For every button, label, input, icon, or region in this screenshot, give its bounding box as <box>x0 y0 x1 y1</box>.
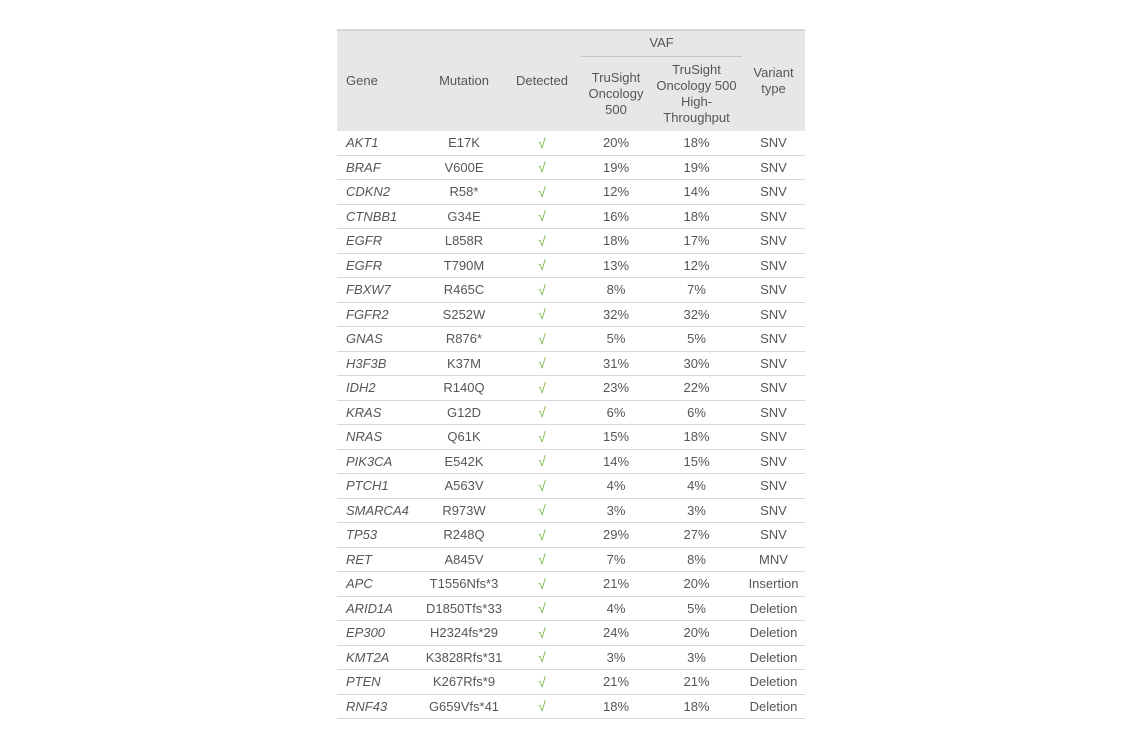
gene-name: TP53 <box>346 527 378 543</box>
gene-name: AKT1 <box>346 135 379 151</box>
detected-check-icon: √ <box>538 404 546 421</box>
variant-type-value: SNV <box>760 429 787 445</box>
vaf-tso500-high-throughput-value: 18% <box>683 698 710 714</box>
vaf-tso500-high-throughput-value: 21% <box>683 674 710 690</box>
mutation-value: R248Q <box>443 527 485 543</box>
table-row <box>337 450 805 475</box>
mutation-value: S252W <box>442 306 486 322</box>
vaf-tso500-high-throughput-value: 3% <box>687 502 706 518</box>
gene-name: RNF43 <box>346 698 388 714</box>
vaf-tso500-value: 5% <box>606 331 626 347</box>
mutation-vaf-table <box>337 29 805 719</box>
variant-type-value: SNV <box>760 159 787 175</box>
vaf-tso500-high-throughput-value: 20% <box>683 625 710 641</box>
table-row <box>337 156 805 181</box>
detected-check-icon: √ <box>538 698 546 715</box>
detected-check-icon: √ <box>538 502 546 519</box>
mutation-value: D1850Tfs*33 <box>426 600 502 616</box>
table-row <box>337 646 805 671</box>
table-row <box>337 695 805 720</box>
vaf-tso500-value: 3% <box>606 649 626 665</box>
column-header-variant-type: Variant type <box>753 64 794 96</box>
variant-type-value: SNV <box>760 527 787 543</box>
vaf-tso500-value: 21% <box>602 576 630 592</box>
detected-check-icon: √ <box>538 673 546 690</box>
variant-type-value: SNV <box>760 453 787 469</box>
variant-type-value: SNV <box>760 208 787 224</box>
table-header <box>337 29 805 131</box>
mutation-value: K3828Rfs*31 <box>425 649 503 665</box>
vaf-tso500-high-throughput-value: 18% <box>683 135 710 151</box>
vaf-tso500-high-throughput-value: 8% <box>687 551 706 567</box>
variant-type-value: SNV <box>760 282 787 298</box>
gene-name: ARID1A <box>346 600 393 616</box>
variant-type-value: Deletion <box>749 649 798 665</box>
mutation-value: G12D <box>447 404 481 420</box>
variant-type-value: SNV <box>760 502 787 518</box>
vaf-tso500-high-throughput-value: 22% <box>683 380 710 396</box>
mutation-value: R140Q <box>443 380 485 396</box>
table-row <box>337 254 805 279</box>
gene-name: PIK3CA <box>346 453 393 469</box>
vaf-tso500-high-throughput-value: 32% <box>683 306 710 322</box>
mutation-value: A563V <box>444 478 484 494</box>
vaf-tso500-value: 16% <box>602 208 630 224</box>
variant-type-value: Insertion <box>748 576 799 592</box>
vaf-tso500-value: 3% <box>606 502 626 518</box>
vaf-tso500-high-throughput-value: 15% <box>683 453 710 469</box>
mutation-value: V600E <box>444 159 484 175</box>
mutation-value: K267Rfs*9 <box>432 674 496 690</box>
variant-type-value: SNV <box>760 355 787 371</box>
gene-name: IDH2 <box>346 380 376 396</box>
vaf-tso500-value: 4% <box>606 600 626 616</box>
table-row <box>337 303 805 328</box>
mutation-value: T1556Nfs*3 <box>429 576 499 592</box>
variant-type-value: Deletion <box>749 625 798 641</box>
gene-name: EP300 <box>346 625 386 641</box>
table-row <box>337 621 805 646</box>
vaf-tso500-value: 29% <box>602 527 630 543</box>
vaf-tso500-high-throughput-value: 7% <box>687 282 706 298</box>
table-row <box>337 131 805 156</box>
detected-check-icon: √ <box>538 159 546 176</box>
column-header-detected: Detected <box>515 72 569 88</box>
table-row <box>337 376 805 401</box>
vaf-tso500-high-throughput-value: 5% <box>687 600 706 616</box>
vaf-tso500-value: 7% <box>606 551 626 567</box>
detected-check-icon: √ <box>538 183 546 200</box>
column-header-trusight-oncology-500-high-throughput: TruSight Oncology 500 High-Throughput <box>656 61 737 126</box>
gene-name: NRAS <box>346 429 383 445</box>
gene-name: GNAS <box>346 331 383 347</box>
table-row <box>337 278 805 303</box>
variant-type-value: SNV <box>760 306 787 322</box>
vaf-tso500-high-throughput-value: 3% <box>687 649 706 665</box>
detected-check-icon: √ <box>538 257 546 274</box>
detected-check-icon: √ <box>538 134 546 151</box>
mutation-value: E542K <box>444 453 484 469</box>
vaf-tso500-high-throughput-value: 30% <box>683 355 710 371</box>
gene-name: EGFR <box>346 233 383 249</box>
detected-check-icon: √ <box>538 355 546 372</box>
table-row <box>337 352 805 377</box>
vaf-tso500-value: 31% <box>602 355 630 371</box>
column-header-trusight-oncology-500: TruSight Oncology 500 <box>588 69 644 118</box>
detected-check-icon: √ <box>538 600 546 617</box>
table-row <box>337 327 805 352</box>
gene-name: SMARCA4 <box>346 502 409 518</box>
table-row <box>337 180 805 205</box>
detected-check-icon: √ <box>538 232 546 249</box>
table-row <box>337 474 805 499</box>
table-row <box>337 597 805 622</box>
variant-type-value: SNV <box>760 257 787 273</box>
gene-name: RET <box>346 551 372 567</box>
gene-name: KRAS <box>346 404 382 420</box>
detected-check-icon: √ <box>538 208 546 225</box>
vaf-tso500-high-throughput-value: 27% <box>683 527 710 543</box>
vaf-tso500-high-throughput-value: 14% <box>683 184 710 200</box>
mutation-value: A845V <box>444 551 484 567</box>
gene-name: PTCH1 <box>346 478 389 494</box>
variant-type-value: SNV <box>760 380 787 396</box>
vaf-tso500-value: 8% <box>606 282 626 298</box>
variant-type-value: SNV <box>760 135 787 151</box>
detected-check-icon: √ <box>538 624 546 641</box>
variant-type-value: Deletion <box>749 674 798 690</box>
vaf-tso500-value: 19% <box>602 159 630 175</box>
detected-check-icon: √ <box>538 575 546 592</box>
vaf-tso500-value: 6% <box>606 404 626 420</box>
detected-check-icon: √ <box>538 477 546 494</box>
detected-check-icon: √ <box>538 453 546 470</box>
gene-name: PTEN <box>346 674 381 690</box>
variant-type-value: Deletion <box>749 698 798 714</box>
gene-name: CTNBB1 <box>346 208 398 224</box>
variant-type-value: SNV <box>760 404 787 420</box>
vaf-tso500-high-throughput-value: 12% <box>683 257 710 273</box>
column-header-mutation: Mutation <box>439 72 489 88</box>
vaf-tso500-high-throughput-value: 5% <box>687 331 706 347</box>
table-row <box>337 425 805 450</box>
detected-check-icon: √ <box>538 306 546 323</box>
table-row <box>337 229 805 254</box>
table-row <box>337 670 805 695</box>
vaf-tso500-high-throughput-value: 6% <box>687 404 706 420</box>
detected-check-icon: √ <box>538 649 546 666</box>
vaf-tso500-value: 4% <box>606 478 626 494</box>
gene-name: CDKN2 <box>346 184 391 200</box>
gene-name: FGFR2 <box>346 306 389 322</box>
vaf-tso500-value: 13% <box>602 257 630 273</box>
vaf-tso500-high-throughput-value: 20% <box>683 576 710 592</box>
variant-type-value: MNV <box>759 551 788 567</box>
gene-name: H3F3B <box>346 355 387 371</box>
vaf-tso500-high-throughput-value: 17% <box>683 233 710 249</box>
mutation-value: Q61K <box>447 429 481 445</box>
detected-check-icon: √ <box>538 379 546 396</box>
vaf-tso500-value: 20% <box>602 135 630 151</box>
variant-type-value: SNV <box>760 233 787 249</box>
vaf-tso500-value: 32% <box>602 306 630 322</box>
vaf-tso500-high-throughput-value: 4% <box>687 478 706 494</box>
vaf-tso500-value: 12% <box>602 184 630 200</box>
vaf-tso500-value: 21% <box>602 674 630 690</box>
vaf-tso500-value: 15% <box>602 429 630 445</box>
mutation-value: G659Vfs*41 <box>428 698 500 714</box>
gene-name: EGFR <box>346 257 383 273</box>
gene-name: KMT2A <box>346 649 390 665</box>
vaf-tso500-value: 18% <box>602 698 630 714</box>
vaf-tso500-value: 23% <box>602 380 630 396</box>
detected-check-icon: √ <box>538 551 546 568</box>
table-row <box>337 523 805 548</box>
variant-type-value: SNV <box>760 478 787 494</box>
gene-name: APC <box>346 576 373 592</box>
table-row <box>337 499 805 524</box>
mutation-value: R465C <box>443 282 485 298</box>
table-row <box>337 572 805 597</box>
vaf-tso500-value: 18% <box>602 233 630 249</box>
mutation-value: T790M <box>443 257 485 273</box>
vaf-tso500-value: 14% <box>602 453 630 469</box>
detected-check-icon: √ <box>538 281 546 298</box>
mutation-value: G34E <box>447 208 481 224</box>
column-group-header-vaf: VAF <box>581 31 742 57</box>
mutation-value: R973W <box>442 502 486 518</box>
table-row <box>337 205 805 230</box>
table-body <box>337 131 805 719</box>
detected-check-icon: √ <box>538 330 546 347</box>
variant-type-value: SNV <box>760 184 787 200</box>
vaf-tso500-high-throughput-value: 18% <box>683 429 710 445</box>
mutation-value: L858R <box>444 233 484 249</box>
table-row <box>337 548 805 573</box>
detected-check-icon: √ <box>538 428 546 445</box>
column-header-gene: Gene <box>346 72 378 88</box>
variant-type-value: SNV <box>760 331 787 347</box>
gene-name: FBXW7 <box>346 282 391 298</box>
detected-check-icon: √ <box>538 526 546 543</box>
mutation-value: R58* <box>449 184 479 200</box>
mutation-value: H2324fs*29 <box>430 625 498 641</box>
gene-name: BRAF <box>346 159 381 175</box>
mutation-value: E17K <box>448 135 480 151</box>
table-row <box>337 401 805 426</box>
mutation-value: R876* <box>445 331 483 347</box>
vaf-tso500-value: 24% <box>602 625 630 641</box>
vaf-tso500-high-throughput-value: 18% <box>683 208 710 224</box>
variant-type-value: Deletion <box>749 600 798 616</box>
mutation-value: K37M <box>447 355 481 371</box>
vaf-tso500-high-throughput-value: 19% <box>683 159 710 175</box>
